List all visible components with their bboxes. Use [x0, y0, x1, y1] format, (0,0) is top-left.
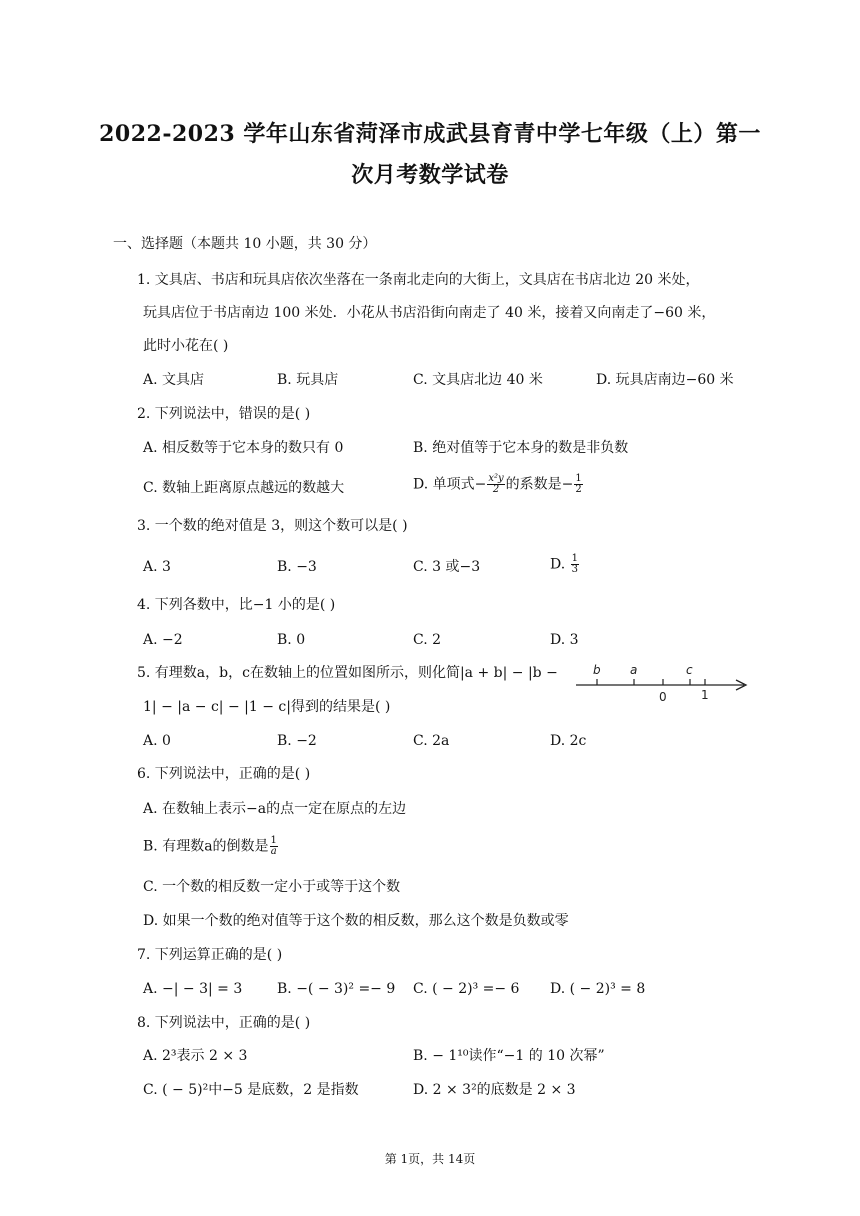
q6-option-a: A. 在数轴上表示−a的点一定在原点的左边 [143, 801, 407, 817]
axis-label-zero: 0 [659, 690, 667, 704]
q2-option-d [413, 474, 584, 495]
q6-b-numerator: 1 [270, 835, 277, 846]
q1-option-a: A. 文具店 [143, 372, 205, 388]
q2-d-numerator: x²y [488, 473, 504, 484]
axis-label-b: b [593, 663, 601, 677]
q2-d-denominator2: 2 [575, 484, 582, 495]
q8-option-d: D. 2 × 3²的底数是 2 × 3 [413, 1082, 576, 1098]
q6-b-prefix: B. 有理数a的倒数是 [143, 838, 269, 855]
q6-b-fraction [270, 836, 278, 857]
q5-line2: 1| − |a − c| − |1 − c|得到的结果是( ) [143, 699, 391, 715]
q5-option-c: C. 2a [413, 733, 450, 749]
q2-d-middle: 的系数是− [505, 476, 574, 493]
q7-option-a: A. −| − 3| = 3 [143, 981, 243, 997]
q6-option-c: C. 一个数的相反数一定小于或等于这个数 [143, 879, 401, 895]
axis-label-a: a [630, 663, 638, 677]
q3-d-prefix: D. [550, 556, 570, 573]
q8-option-c: C. ( − 5)²中−5 是底数，2 是指数 [143, 1082, 359, 1098]
q1-line2: 玩具店位于书店南边 100 米处．小花从书店沿街向南走了 40 米，接着又向南走了−60 米， [143, 305, 716, 321]
q6-b-denominator: a [270, 846, 277, 857]
q3-stem: 3. 一个数的绝对值是 3，则这个数可以是( ) [137, 518, 408, 534]
axis-label-one: 1 [701, 688, 709, 702]
q7-option-c: C. ( − 2)³ =− 6 [413, 981, 520, 997]
q1-line3: 此时小花在( ) [143, 338, 229, 354]
q3-d-numerator: 1 [571, 553, 579, 564]
q7-stem: 7. 下列运算正确的是( ) [137, 947, 283, 963]
q2-d-numerator2: 1 [575, 473, 582, 484]
exam-title-line1: 2022-2023 学年山东省菏泽市成武县育青中学七年级（上）第一 [99, 121, 761, 147]
number-line-figure [572, 660, 752, 704]
q8-option-a: A. 2³表示 2 × 3 [143, 1048, 248, 1064]
q2-option-c: C. 数轴上距离原点越远的数越大 [143, 480, 345, 496]
q7-option-d: D. ( − 2)³ = 8 [550, 981, 646, 997]
q1-option-d: D. 玩具店南边−60 米 [596, 372, 734, 388]
q2-option-b: B. 绝对值等于它本身的数是非负数 [413, 440, 629, 456]
page-footer: 第 1页，共 14页 [384, 1152, 476, 1166]
q4-stem: 4. 下列各数中，比−1 小的是( ) [137, 597, 336, 613]
q4-option-b: B. 0 [277, 632, 306, 648]
q3-d-fraction [571, 554, 579, 575]
q1-option-b: B. 玩具店 [277, 372, 339, 388]
q5-line1: 5. 有理数a，b，c在数轴上的位置如图所示，则化简|a + b| − |b − [137, 665, 558, 681]
q2-d-fraction [487, 474, 504, 495]
q1-option-c: C. 文具店北边 40 米 [413, 372, 543, 388]
q5-option-d: D. 2c [550, 733, 587, 749]
section-heading: 一、选择题（本题共 10 小题，共 30 分） [113, 236, 377, 252]
q3-option-a: A. 3 [143, 559, 171, 575]
q2-d-denominator: 2 [492, 484, 500, 495]
q4-option-d: D. 3 [550, 632, 579, 648]
q3-option-d [550, 554, 580, 575]
q7-option-b: B. −( − 3)² =− 9 [277, 981, 396, 997]
q6-option-b [143, 836, 279, 857]
q1-line1: 1. 文具店、书店和玩具店依次坐落在一条南北走向的大街上，文具店在书店北边 20 米处， [137, 272, 700, 288]
q4-option-c: C. 2 [413, 632, 442, 648]
q2-d-fraction2 [574, 474, 582, 495]
q5-option-a: A. 0 [143, 733, 171, 749]
q8-stem: 8. 下列说法中，正确的是( ) [137, 1015, 311, 1031]
q6-stem: 6. 下列说法中，正确的是( ) [137, 766, 311, 782]
q5-option-b: B. −2 [277, 733, 317, 749]
q2-d-prefix: D. 单项式− [413, 476, 487, 493]
exam-title-line2: 次月考数学试卷 [351, 162, 509, 188]
q3-d-denominator: 3 [571, 564, 579, 575]
q6-option-d: D. 如果一个数的绝对值等于这个数的相反数，那么这个数是负数或零 [143, 913, 569, 929]
q2-stem: 2. 下列说法中，错误的是( ) [137, 406, 311, 422]
q3-option-b: B. −3 [277, 559, 317, 575]
axis-label-c: c [686, 663, 693, 677]
q4-option-a: A. −2 [143, 632, 183, 648]
q2-option-a: A. 相反数等于它本身的数只有 0 [143, 440, 344, 456]
q3-option-c: C. 3 或−3 [413, 559, 481, 575]
q8-option-b: B. − 1¹⁰读作“−1 的 10 次幂” [413, 1048, 605, 1064]
